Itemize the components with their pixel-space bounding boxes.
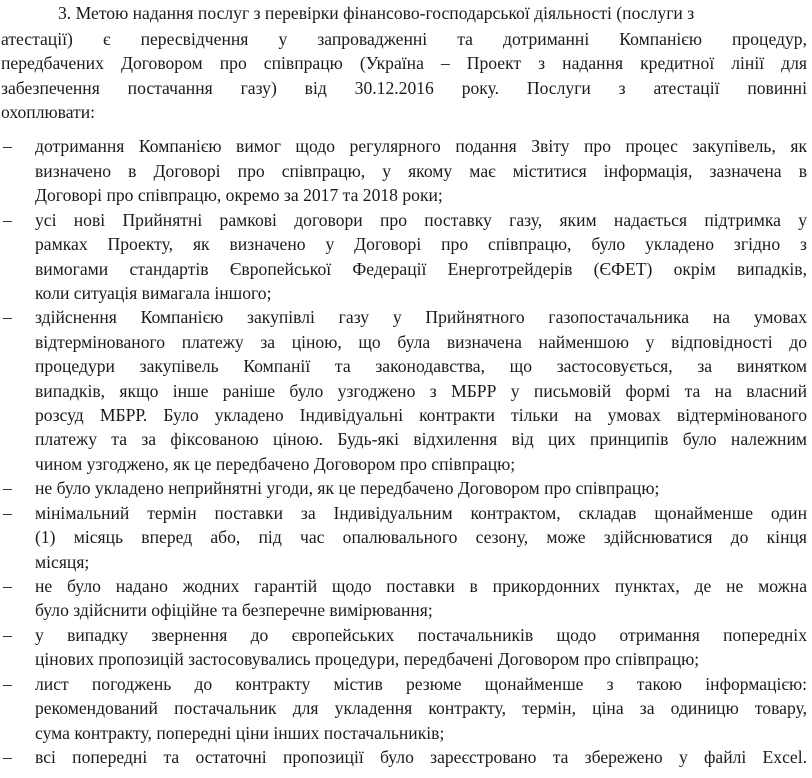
bullet-line: сума контракту, попередні ціни інших постачальників; [35,723,445,743]
bullet-line: здійснення Компанією закупівлі газу у Прийнятного газопостачальника на умовах [35,307,807,327]
bullet-dash: – [3,747,12,767]
bullet-line: розсуд МБРР. Було укладено Індивідуальні контракти тільки на умовах відтермінованого [35,405,807,425]
bullet-line: усі нові Прийнятні рамкові договори про поставку газу, яким надається підтримка у [35,210,807,230]
bullet-line: не було надано жодних гарантій щодо поставки в прикордонних пунктах, де не можна [35,576,807,596]
bullet-dash: – [3,307,12,327]
paragraph-line: забезпечення постачання газу) від 30.12.2016 року. Послуги з атестації повинні [1,78,807,98]
paragraph-line: 3. Метою надання послуг з перевірки фінансово-господарської діяльності (послуги з [58,3,695,23]
bullet-line: рамках Проекту, як визначено у Договорі про співпрацю, було укладено згідно з [35,234,807,254]
bullet-line: мінімальний термін поставки за Індивідуальним контрактом, складав щонайменше один [35,503,807,523]
bullet-line: рекомендований постачальник для укладення контракту, термін, ціна за одиницю товару, [35,698,807,718]
bullet-line: процедури закупівель Компанії та законодавства, що застосовується, за винятком [35,356,807,376]
bullet-line: лист погоджень до контракту містив резюме щонайменше з такою інформацією: [35,674,807,694]
bullet-dash: – [3,625,12,645]
bullet-line: цінових пропозицій застосовувались процедури, передбачені Договором про співпрацю; [35,649,700,669]
bullet-line: Договорі про співпрацю, окремо за 2017 та 2018 роки; [35,185,443,205]
bullet-line: місяця; [35,552,90,572]
bullet-line: у випадку звернення до європейських постачальників щодо отримання попередніх [35,625,807,645]
bullet-line: було здійснити офіційне та безперечне вимірювання; [35,600,433,620]
bullet-line: чином узгоджено, як це передбачено Договором про співпрацю; [35,454,516,474]
bullet-line: випадків, якщо інше раніше було узгоджено з МБРР у письмовій формі та на власний [35,381,807,401]
bullet-dash: – [3,576,12,596]
paragraph-line: передбачених Договором про співпрацю (Україна – Проект з надання кредитної лінії для [1,53,807,73]
bullet-line: (1) місяць вперед або, під час опалювального сезону, може здійснюватися до кінця [35,527,807,547]
bullet-line: відтермінованого платежу за ціною, що була визначена найменшою у відповідності до [35,332,807,352]
bullet-line: визначено в Договорі про співпрацю, у якому має міститися інформація, зазначена в [35,161,807,181]
bullet-dash: – [3,478,12,498]
bullet-dash: – [3,503,12,523]
bullet-dash: – [3,136,12,156]
bullet-dash: – [3,674,12,694]
paragraph-line: охоплювати: [1,102,96,122]
bullet-line: платежу та за фіксованою ціною. Будь-які відхилення від цих принципів було належним [35,429,807,449]
bullet-dash: – [3,210,12,230]
bullet-line: дотримання Компанією вимог щодо регулярного подання Звіту про процес закупівель, як [35,136,807,156]
bullet-line: не було укладено неприйнятні угоди, як це передбачено Договором про співпрацю; [35,478,660,498]
bullet-line: всі попередні та остаточні пропозиції було зареєстровано та збережено у файлі Excel. [35,747,807,767]
bullet-line: коли ситуація вимагала іншого; [35,283,272,303]
paragraph-line: атестації) є пересвідчення у запровадженні та дотриманні Компанією процедур, [1,29,807,49]
bullet-line: вимогами стандартів Європейської Федерації Енерготрейдерів (ЄФЕТ) окрім випадків, [35,259,807,279]
